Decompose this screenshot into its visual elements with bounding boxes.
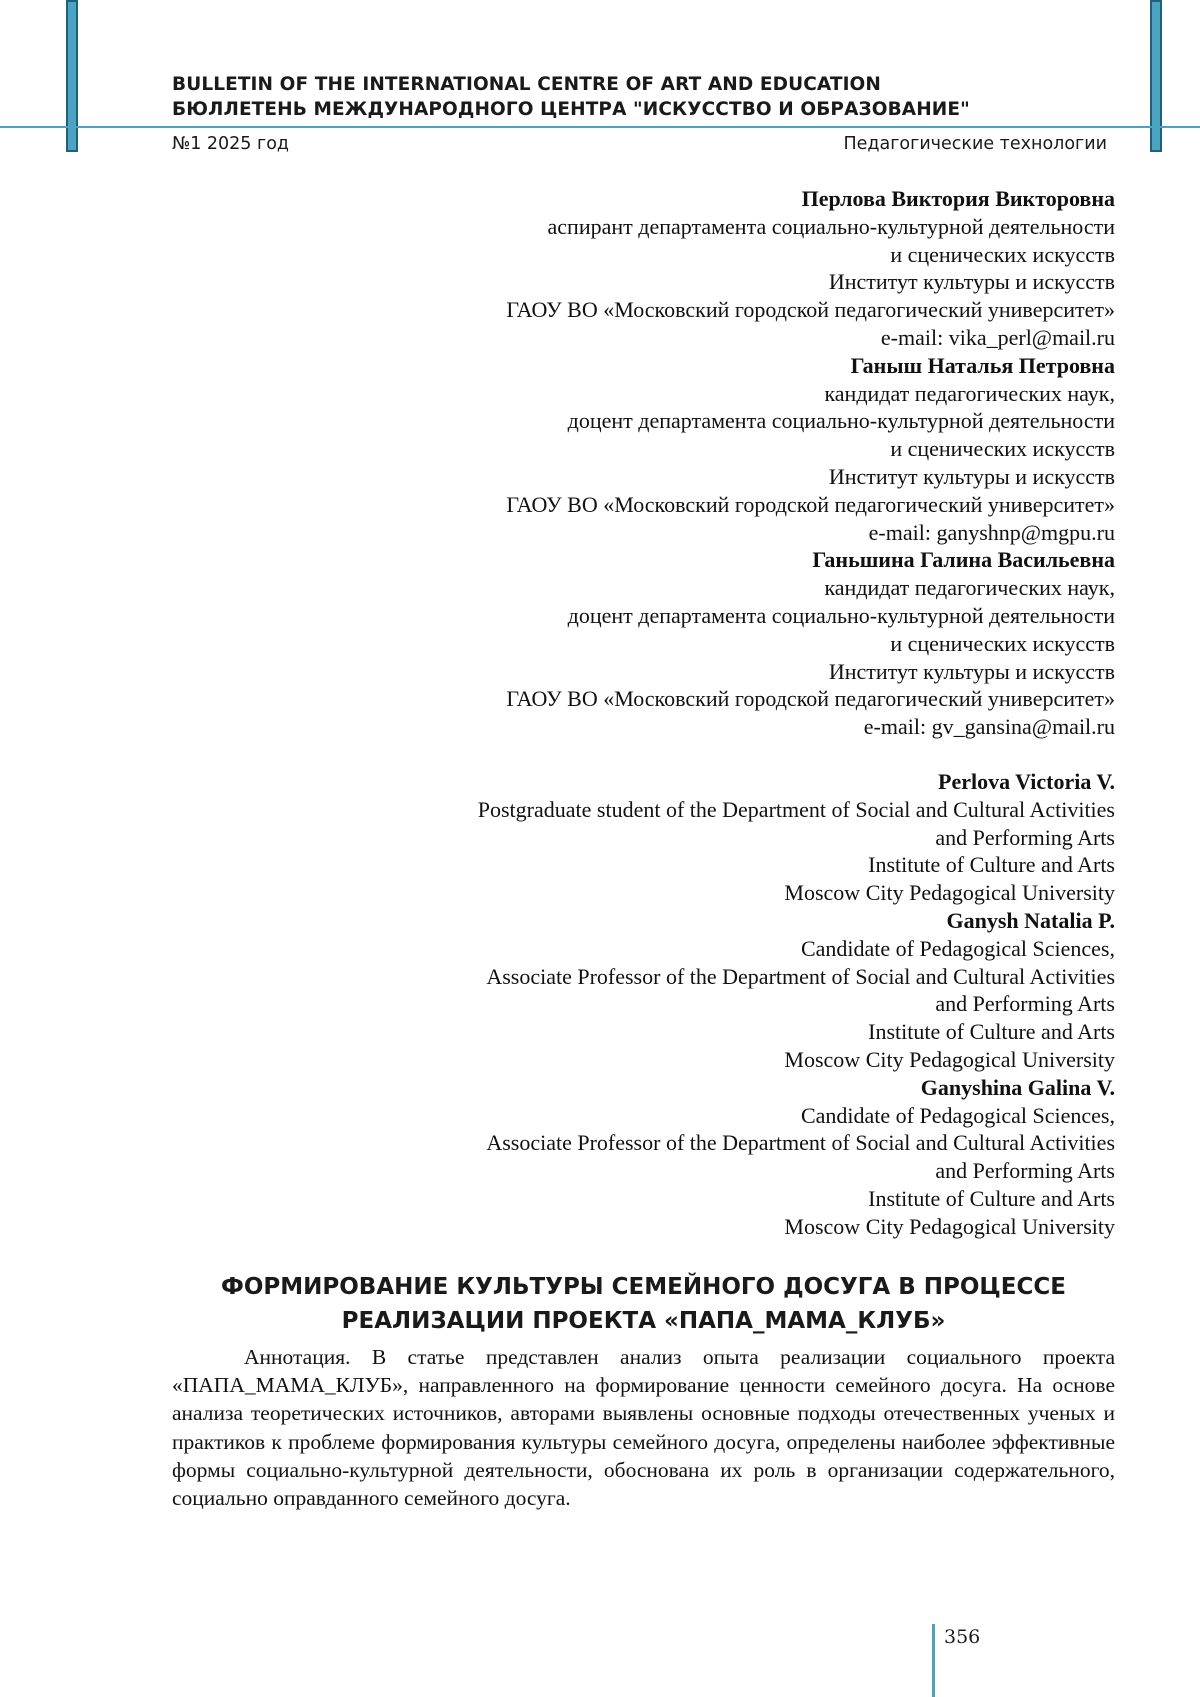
affiliation-line-en: Associate Professor of the Department of Social and Cultural Activities: [486, 963, 1115, 989]
page-number: 356: [944, 1626, 981, 1648]
section-spacer: [478, 741, 1115, 768]
affiliation-line: доцент департамента социально-культурной деятельности: [567, 602, 1115, 628]
affiliation-line: ГАОУ ВО «Московский городской педагогический университет»: [506, 491, 1115, 517]
affiliation-line: ГАОУ ВО «Московский городской педагогический университет»: [506, 686, 1115, 712]
article-title-line: ФОРМИРОВАНИЕ КУЛЬТУРЫ СЕМЕЙНОГО ДОСУГА В ПРОЦЕССЕ: [221, 1274, 1066, 1300]
affiliation-line-en: Institute of Culture and Arts: [868, 1185, 1115, 1211]
header-rule: [0, 126, 1200, 128]
author-affiliations: [478, 185, 1115, 1240]
author-name: Ганыш Наталья Петровна: [850, 352, 1115, 378]
journal-title: [172, 72, 970, 122]
header-decor-bar-left: [66, 0, 78, 152]
article-title-line: РЕАЛИЗАЦИИ ПРОЕКТА «ПАПА_МАМА_КЛУБ»: [341, 1308, 946, 1334]
affiliation-line-en: Institute of Culture and Arts: [868, 1019, 1115, 1045]
affiliation-line-en: Candidate of Pedagogical Sciences,: [800, 1102, 1115, 1128]
author-name-en: Ganysh Natalia P.: [946, 907, 1115, 933]
journal-title-en: BULLETIN OF THE INTERNATIONAL CENTRE OF ART AND EDUCATION: [172, 74, 881, 95]
author-email: e-mail: gv_gansina@mail.ru: [863, 714, 1115, 740]
affiliation-line-en: and Performing Arts: [935, 991, 1115, 1017]
journal-title-ru: БЮЛЛЕТЕНЬ МЕЖДУНАРОДНОГО ЦЕНТРА "ИСКУССТВО И ОБРАЗОВАНИЕ": [172, 99, 970, 120]
author-email: e-mail: vika_perl@mail.ru: [880, 324, 1115, 350]
affiliation-line-en: Moscow City Pedagogical University: [784, 880, 1115, 906]
header-decor-bar-right: [1150, 0, 1162, 152]
affiliation-line: и сценических искусств: [890, 241, 1115, 267]
affiliation-line-en: and Performing Arts: [935, 1158, 1115, 1184]
author-email: e-mail: ganyshnp@mgpu.ru: [868, 519, 1115, 545]
footer-rule: [932, 1624, 935, 1697]
affiliation-line-en: Moscow City Pedagogical University: [784, 1213, 1115, 1239]
article-title: [172, 1270, 1115, 1338]
author-name: Ганьшина Галина Васильевна: [812, 547, 1115, 573]
affiliation-line-en: Institute of Culture and Arts: [868, 852, 1115, 878]
affiliation-line: и сценических искусств: [890, 436, 1115, 462]
affiliation-line: Институт культуры и искусств: [828, 658, 1115, 684]
affiliation-line-en: Candidate of Pedagogical Sciences,: [800, 935, 1115, 961]
affiliation-line: кандидат педагогических наук,: [824, 380, 1115, 406]
author-name: Перлова Виктория Викторовна: [801, 186, 1115, 211]
author-name-en: Ganyshina Galina V.: [920, 1074, 1115, 1100]
section-name: Педагогические технологии: [843, 134, 1107, 154]
affiliation-line: кандидат педагогических наук,: [824, 575, 1115, 601]
author-name-en: Perlova Victoria V.: [938, 768, 1115, 794]
affiliation-line: аспирант департамента социально-культурной деятельности: [547, 213, 1115, 239]
affiliation-line: Институт культуры и искусств: [828, 269, 1115, 295]
issue-number: №1 2025 год: [172, 134, 289, 154]
affiliation-line: доцент департамента социально-культурной деятельности: [567, 408, 1115, 434]
issue-line: [172, 132, 1107, 156]
affiliation-line-en: Associate Professor of the Department of Social and Cultural Activities: [486, 1130, 1115, 1156]
affiliation-line-en: Moscow City Pedagogical University: [784, 1046, 1115, 1072]
abstract-paragraph: Аннотация. В статье представлен анализ опыта реализации социального проекта «ПАПА_МАМА_КЛУБ», направленного на формирование ценности семейного досуга. На основе анализа теоретических источников, авторами выявлены основные подходы отечественных ученых и практиков к проблеме формирования культуры семейного досуга, определены наиболее эффективные формы социально-культурной деятельности, обоснована их роль в организации содержательного, социально оправданного семейного досуга.: [172, 1345, 1115, 1511]
affiliation-line: Институт культуры и искусств: [828, 463, 1115, 489]
affiliation-line-en: Postgraduate student of the Department of Social and Cultural Activities: [477, 796, 1115, 822]
affiliation-line: и сценических искусств: [890, 630, 1115, 656]
affiliation-line-en: and Performing Arts: [935, 824, 1115, 850]
affiliation-line: ГАОУ ВО «Московский городской педагогический университет»: [506, 297, 1115, 323]
